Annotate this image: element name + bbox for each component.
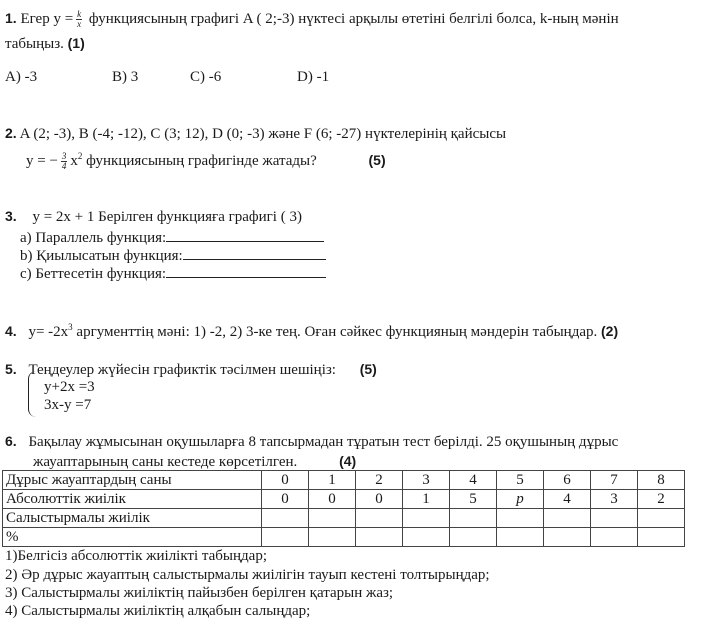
equation: y= -2x (28, 324, 69, 340)
table-cell[interactable] (262, 528, 309, 547)
table-row (3, 528, 685, 547)
table-cell[interactable] (356, 528, 403, 547)
question-6-line2 (33, 452, 356, 471)
table-cell: 0 (356, 490, 403, 509)
table-cell: 2 (356, 471, 403, 490)
points: (5) (359, 361, 377, 377)
table-cell[interactable] (309, 509, 356, 528)
exponent: 2 (77, 151, 83, 161)
question-1-line2 (5, 34, 85, 53)
table-cell: p (497, 490, 544, 509)
table-cell: 0 (309, 490, 356, 509)
question-1 (5, 9, 619, 29)
table-cell[interactable] (591, 528, 638, 547)
question-text: Берілген функцияға графигі (98, 209, 277, 225)
fraction-numerator: k (77, 9, 82, 20)
table-cell[interactable] (309, 528, 356, 547)
equation-1: y+2x =3 (44, 379, 95, 395)
table-cell: 5 (450, 490, 497, 509)
points: (1) (67, 35, 85, 51)
points: (4) (339, 453, 357, 469)
table-cell[interactable] (497, 528, 544, 547)
points: (2) (601, 323, 619, 339)
answer-blank[interactable] (183, 245, 326, 260)
table-cell: 4 (544, 490, 591, 509)
table-cell[interactable] (403, 509, 450, 528)
equation-prefix: Егер y = (20, 11, 74, 27)
variable: x (70, 153, 78, 169)
table-row (3, 490, 685, 509)
points: ( 3) (280, 209, 302, 225)
table-cell[interactable] (262, 509, 309, 528)
question-text: Бақылау жұмысынан оқушыларға 8 тапсырмадан тұратын тест берілді. 25 оқушының дұрыс (28, 434, 619, 450)
question-5 (5, 360, 377, 379)
row-label: % (3, 528, 262, 547)
table-cell[interactable] (544, 509, 591, 528)
task-2: 2) Әр дұрыс жауаптың салыстырмалы жиілігін тауып кестені толтырыңдар; (5, 567, 490, 583)
table-cell: 2 (638, 490, 685, 509)
system-brace (28, 371, 37, 417)
option-a: A) -3 (5, 69, 38, 85)
table-cell: 3 (403, 471, 450, 490)
exponent: 3 (68, 322, 73, 332)
equation: y = 2x + 1 (32, 209, 95, 225)
question-text: табыңыз. (5, 36, 64, 52)
table-cell: 5 (497, 471, 544, 490)
question-number: 3. (5, 208, 17, 224)
row-label: Салыстырмалы жиілік (3, 509, 262, 528)
task-1: 1)Белгісіз абсолюттік жиілікті табыңдар; (5, 548, 267, 564)
table-cell: 1 (403, 490, 450, 509)
fraction-denominator: 4 (61, 161, 67, 172)
table-cell[interactable] (450, 509, 497, 528)
question-number: 5. (5, 361, 17, 377)
item-label: a) Параллель функция: (20, 230, 167, 246)
table-cell: 0 (262, 471, 309, 490)
frequency-table (2, 470, 685, 547)
question-text: функциясының графигінде жатады? (86, 153, 317, 169)
question-4 (5, 318, 618, 341)
table-cell[interactable] (450, 528, 497, 547)
item-label: c) Беттесетін функция: (20, 266, 167, 282)
table-cell: 8 (638, 471, 685, 490)
fraction-denominator: x (77, 19, 82, 30)
task-3: 3) Салыстырмалы жиіліктің пайызбен берілген қатарын жаз; (5, 585, 394, 601)
table-cell[interactable] (638, 528, 685, 547)
table-cell[interactable] (544, 528, 591, 547)
question-text: аргументтің мәні: 1) -2, 2) 3-ке тең. Оған сәйкес функцияның мәндерін табыңдар. (76, 324, 598, 340)
table-cell: 0 (262, 490, 309, 509)
table-cell: 4 (450, 471, 497, 490)
question-2 (5, 124, 506, 143)
table-row (3, 509, 685, 528)
question-text: A (2; -3), B (-4; -12), C (3; 12), D (0; -3) және F (6; -27) нүктелерінің қайсысы (19, 126, 507, 142)
equation-prefix: y = − (26, 153, 58, 169)
question-text: жауаптарының саны кестеде көрсетілген. (33, 454, 298, 470)
equation-2: 3x-y =7 (44, 397, 92, 413)
question-number: 4. (5, 323, 17, 339)
question-2-line2 (26, 147, 386, 171)
fraction-numerator: 3 (61, 151, 67, 162)
table-cell: 7 (591, 471, 638, 490)
option-b: B) 3 (112, 69, 139, 85)
answer-blank[interactable] (166, 263, 326, 278)
question-6 (5, 432, 618, 451)
fraction (76, 10, 82, 29)
question-3 (5, 207, 302, 226)
item-label: b) Қиылысатын функция: (20, 248, 183, 264)
question-text: функциясының графигі A ( 2;-3) нүктесі арқылы өтетіні белгілі болса, k-ның мәнін (88, 11, 619, 27)
row-label: Дұрыс жауаптардың саны (3, 471, 262, 490)
table-cell[interactable] (403, 528, 450, 547)
table-cell[interactable] (497, 509, 544, 528)
table-cell[interactable] (591, 509, 638, 528)
table-cell[interactable] (638, 509, 685, 528)
question-number: 2. (5, 125, 17, 141)
table-cell: 3 (591, 490, 638, 509)
question-number: 6. (5, 433, 17, 449)
answer-blank[interactable] (166, 227, 324, 242)
option-c: C) -6 (190, 69, 222, 85)
question-text: Теңдеулер жүйесін графиктік тәсілмен шешіңіз: (28, 362, 336, 378)
table-cell: 6 (544, 471, 591, 490)
fraction (61, 152, 68, 171)
table-cell[interactable] (356, 509, 403, 528)
answer-line-b (20, 245, 326, 265)
row-label: Абсолюттік жиілік (3, 490, 262, 509)
task-4: 4) Салыстырмалы жиіліктің алқабын салыңдар; (5, 603, 311, 619)
answer-line-a (20, 227, 324, 247)
points: (5) (368, 152, 386, 168)
option-d: D) -1 (297, 69, 330, 85)
table-row (3, 471, 685, 490)
answer-line-c (20, 263, 326, 283)
question-number: 1. (5, 10, 17, 26)
table-cell: 1 (309, 471, 356, 490)
